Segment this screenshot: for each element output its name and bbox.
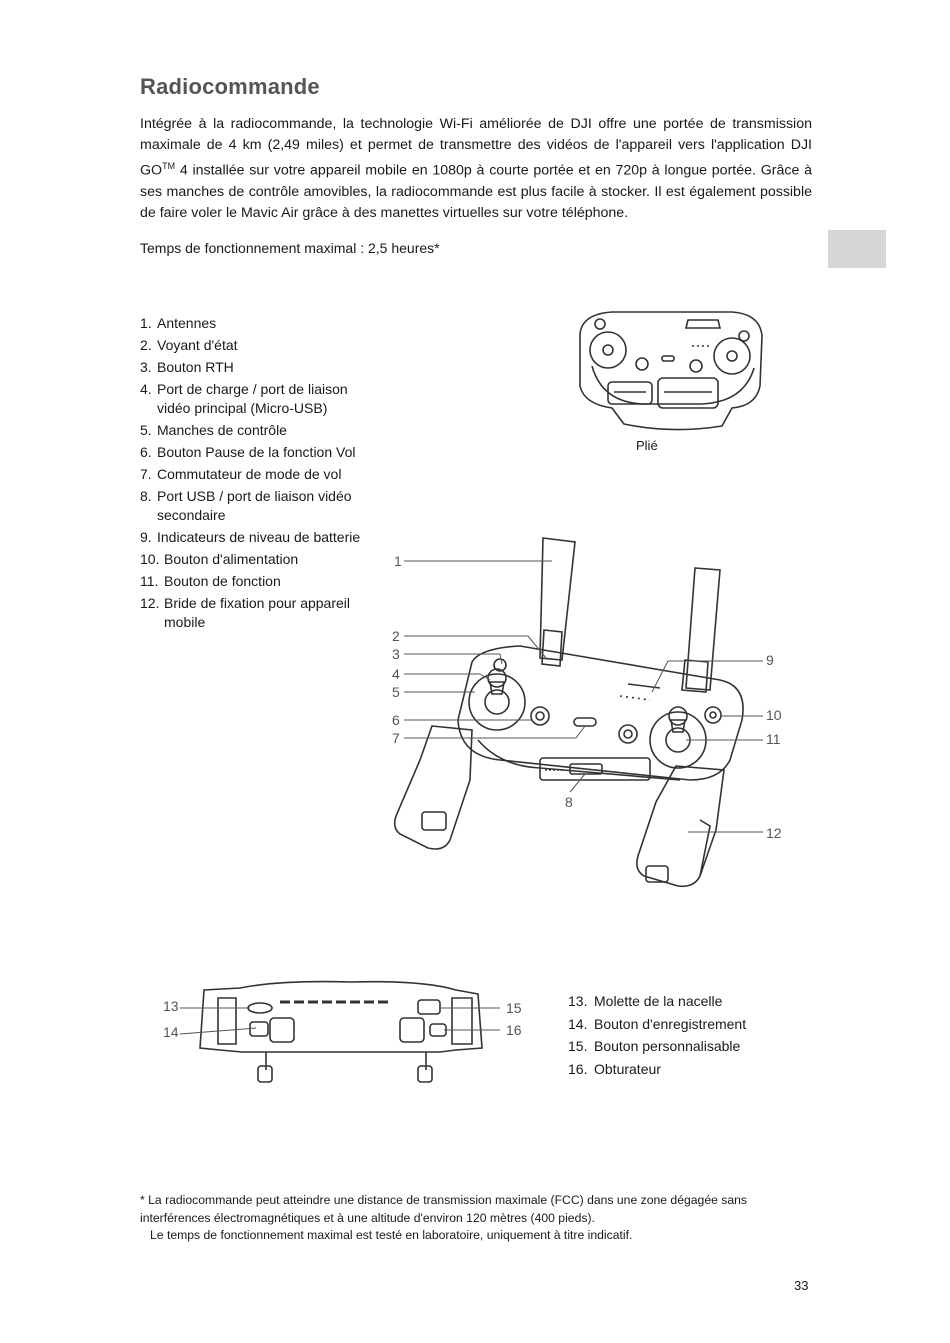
callout-10: 10 <box>766 707 782 723</box>
list-item: 11. Bouton de fonction <box>140 573 281 589</box>
list-item: 9. Indicateurs de niveau de batterie <box>140 529 361 545</box>
list-item: 4. Port de charge / port de liaison vidéo principal (Micro-USB) <box>140 381 348 416</box>
list-item: 1. Antennes <box>140 315 217 331</box>
callout-9: 9 <box>766 652 774 668</box>
list-item: 13. Molette de la nacelle <box>568 993 723 1009</box>
footnote-line-1: * La radiocommande peut atteindre une distance de transmission maximale (FCC) dans une zone dégagée sans interférences électromagnétiques et à une altitude d'environ 120 mètres (400 pieds). <box>140 1193 748 1225</box>
back-view-illustration <box>160 978 530 1088</box>
callout-5: 5 <box>392 684 400 700</box>
list-item: 10. Bouton d'alimentation <box>140 551 299 567</box>
callout-4: 4 <box>392 666 400 682</box>
language-tab <box>828 230 886 268</box>
list-item: 5. Manches de contrôle <box>140 422 287 438</box>
callout-3: 3 <box>392 646 400 662</box>
list-item: 2. Voyant d'état <box>140 337 238 353</box>
callout-7: 7 <box>392 730 400 746</box>
callout-8: 8 <box>565 794 573 810</box>
controller-illustration <box>380 530 790 900</box>
list-item: 16. Obturateur <box>568 1060 661 1077</box>
list-item: 12. Bride de fixation pour appareil mobile <box>140 595 351 630</box>
page-title: Radiocommande <box>140 74 320 99</box>
callout-15: 15 <box>506 1000 522 1016</box>
callout-11: 11 <box>766 731 781 747</box>
list-item: 3. Bouton RTH <box>140 359 234 375</box>
intro-text-a: Intégrée à la radiocommande, la technologie Wi-Fi améliorée de DJI offre une portée de transmission maximale de 4 km (2,49 miles) et permet de transmettre des vidéos de l'appareil vers l'application DJI GO <box>140 116 812 179</box>
intro-paragraph <box>140 114 812 224</box>
callout-1: 1 <box>394 553 402 569</box>
runtime-note: Temps de fonctionnement maximal : 2,5 heures* <box>140 240 440 256</box>
folded-controller-illustration <box>572 306 768 436</box>
list-item: 6. Bouton Pause de la fonction Vol <box>140 444 356 460</box>
callout-12: 12 <box>766 825 782 841</box>
callout-13: 13 <box>163 998 179 1014</box>
callout-6: 6 <box>392 712 400 728</box>
callout-16: 16 <box>506 1022 522 1038</box>
parts-list <box>140 314 380 635</box>
footnote-line-2: Le temps de fonctionnement maximal est testé en laboratoire, uniquement à titre indicatif. <box>150 1228 633 1242</box>
page-number: 33 <box>794 1278 809 1293</box>
list-item: 15. Bouton personnalisable <box>568 1038 741 1054</box>
trademark-mark: TM <box>162 161 176 171</box>
list-item: 8. Port USB / port de liaison vidéo secondaire <box>140 488 352 523</box>
footnote <box>140 1192 820 1245</box>
list-item: 14. Bouton d'enregistrement <box>568 1015 747 1032</box>
folded-label: Plié <box>636 438 658 453</box>
back-parts-list <box>568 990 746 1080</box>
callout-2: 2 <box>392 628 400 644</box>
list-item: 7. Commutateur de mode de vol <box>140 466 342 482</box>
intro-text-b: 4 installée sur votre appareil mobile en 1080p à courte portée et en 720p à longue portée. Grâce à ses manches de contrôle amovibles, la radiocommande est plus facile à stocker. Il est également possible de faire voler le Mavic Air grâce à des manettes virtuelles sur votre téléphone. <box>140 162 812 221</box>
callout-14: 14 <box>163 1024 179 1040</box>
